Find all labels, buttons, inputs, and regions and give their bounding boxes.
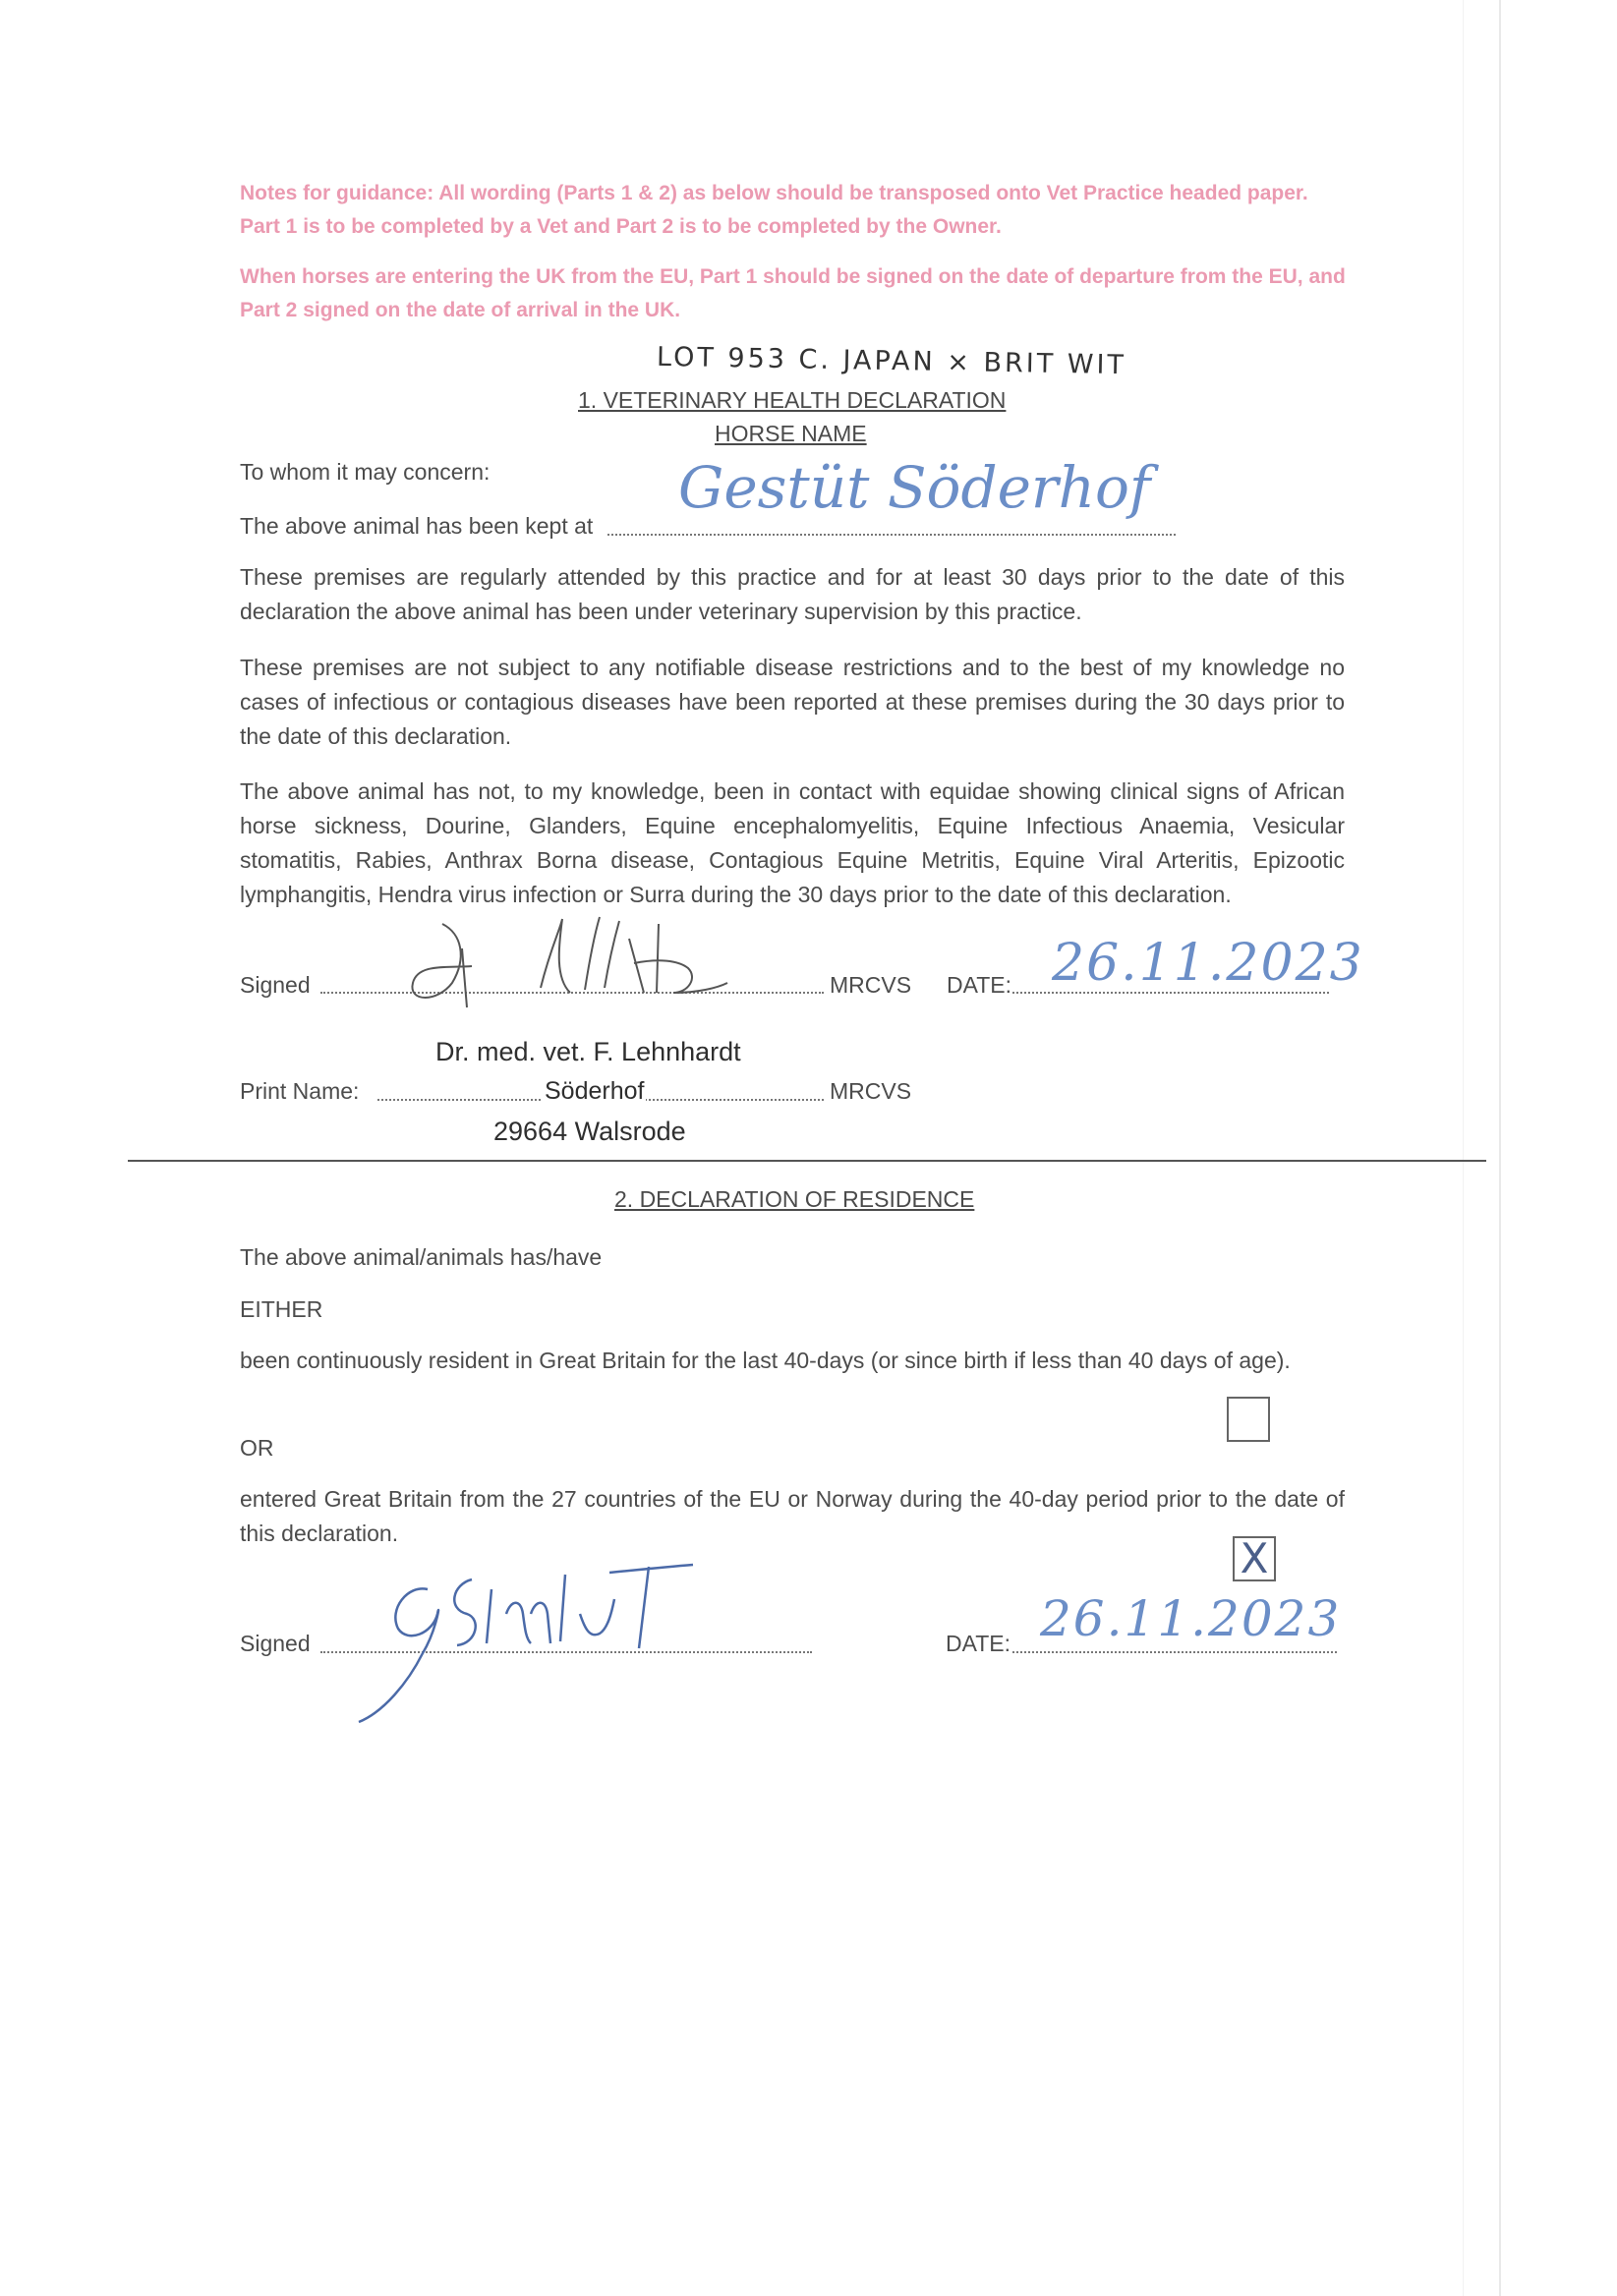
signed-label-2: Signed xyxy=(240,1631,311,1656)
date-handwritten-1: 26.11.2023 xyxy=(1052,934,1364,993)
stamp-line-2: Söderhof xyxy=(545,1077,645,1105)
stamp-line-1: Dr. med. vet. F. Lehnhardt xyxy=(435,1037,741,1066)
date-handwritten-2: 26.11.2023 xyxy=(1040,1590,1342,1647)
date-label-1: DATE: xyxy=(947,972,1012,998)
horse-name-label: HORSE NAME xyxy=(715,421,867,446)
kept-at-handwritten: Gestüt Söderhof xyxy=(678,454,1151,521)
signed-label-1: Signed xyxy=(240,972,311,998)
either-label: EITHER xyxy=(240,1296,323,1322)
print-name-label: Print Name: xyxy=(240,1078,360,1104)
paragraph-restrictions: These premises are not subject to any notifiable disease restrictions and to the best of my knowledge no cases of infectious or contagious diseases have been reported at these premises during the 30 days prior to the date of this declaration. xyxy=(240,655,1345,749)
option-2-checkbox[interactable] xyxy=(1233,1536,1276,1581)
mrcvs-label-2: MRCVS xyxy=(830,1078,912,1104)
guidance-note-1: Notes for guidance: All wording (Parts 1 & 2) as below should be transposed onto Vet Practice headed paper. Part 1 is to be completed by a Vet and Part 2 is to be completed by the Owner. xyxy=(240,182,1308,238)
part2-title: 2. DECLARATION OF RESIDENCE xyxy=(614,1186,975,1212)
guidance-note-2: When horses are entering the UK from the EU, Part 1 should be signed on the date of departure from the EU, and Part 2 signed on the date of arrival in the UK. xyxy=(240,265,1346,321)
vet-signature xyxy=(393,909,727,1017)
mrcvs-label-1: MRCVS xyxy=(830,972,912,998)
check-mark: X xyxy=(1240,1534,1269,1582)
kept-at-line xyxy=(607,534,1176,536)
paragraph-diseases: The above animal has not, to my knowledge, been in contact with equidae showing clinical signs of African horse sickness, Dourine, Glanders, Equine encephalomyelitis, Equine Infectious Anaemia, Vesicular stomatitis, Rabies, Anthrax Borna disease, Contagious Equine Metritis, Equine Viral Arteritis, Epizootic lymphangitis, Hendra virus infection or Surra during the 30 days prior to the date of this declaration. xyxy=(240,778,1345,907)
option-1-text: been continuously resident in Great Britain for the last 40-days (or since birth if less than 40 days of age). xyxy=(240,1348,1291,1373)
or-label: OR xyxy=(240,1435,274,1461)
scan-edge xyxy=(1499,0,1501,2296)
section-divider xyxy=(128,1160,1486,1162)
option-1-checkbox[interactable] xyxy=(1227,1397,1270,1442)
owner-signature xyxy=(354,1555,708,1732)
scan-edge xyxy=(1463,0,1464,2296)
date-label-2: DATE: xyxy=(946,1631,1011,1656)
part2-intro: The above animal/animals has/have xyxy=(240,1244,603,1270)
handwritten-lot-note: LOT 953 C. JAPAN × BRIT WIT xyxy=(656,341,1127,381)
kept-at-label: The above animal has been kept at xyxy=(240,513,594,539)
option-2-text: entered Great Britain from the 27 countries of the EU or Norway during the 40-day period prior to the date of this declaration. xyxy=(240,1486,1345,1546)
stamp-line-3: 29664 Walsrode xyxy=(493,1117,686,1146)
part1-title: 1. VETERINARY HEALTH DECLARATION xyxy=(578,387,1007,413)
salutation: To whom it may concern: xyxy=(240,459,491,485)
paragraph-supervision: These premises are regularly attended by this practice and for at least 30 days prior to the date of this declaration the above animal has been under veterinary supervision by this practice. xyxy=(240,564,1345,624)
date-line-2 xyxy=(1012,1651,1337,1653)
